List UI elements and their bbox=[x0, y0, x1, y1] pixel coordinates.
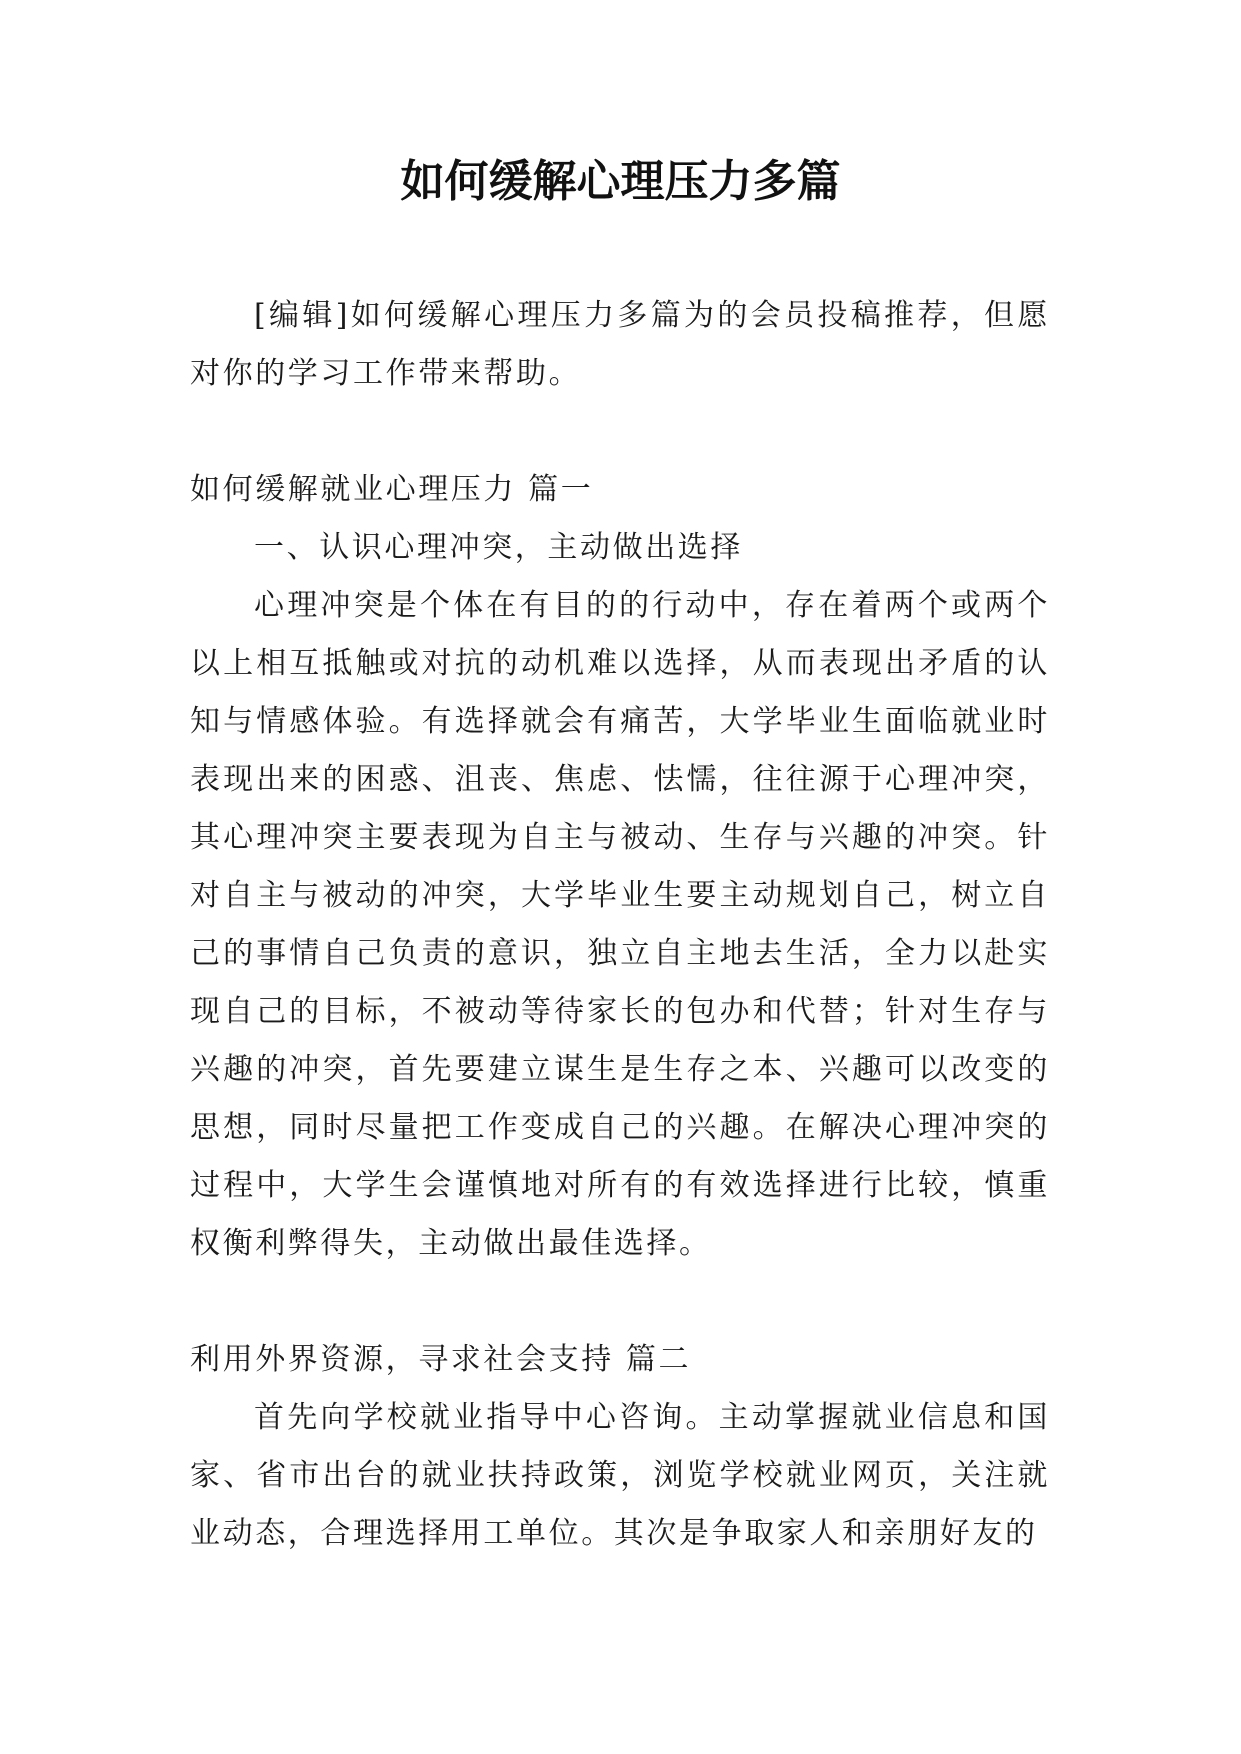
intro-paragraph: [编辑]如何缓解心理压力多篇为的会员投稿推荐，但愿对你的学习工作带来帮助。 bbox=[190, 298, 1050, 391]
section-2-heading: 利用外界资源，寻求社会支持 篇二 bbox=[190, 1342, 692, 1377]
section-2-body: 首先向学校就业指导中心咨询。主动掌握就业信息和国家、省市出台的就业扶持政策，浏览学校就业网页，关注就业动态，合理选择用工单位。其次是争取家人和亲朋好友的 bbox=[190, 1400, 1050, 1551]
section-1-subheading: 一、认识心理冲突，主动做出选择 bbox=[254, 530, 743, 565]
document-title: 如何缓解心理压力多篇 bbox=[400, 156, 841, 207]
section-1-heading: 如何缓解就业心理压力 篇一 bbox=[190, 472, 594, 507]
document-body bbox=[190, 287, 1050, 1563]
section-1-body: 心理冲突是个体在有目的的行动中，存在着两个或两个以上相互抵触或对抗的动机难以选择，从而表现出矛盾的认知与情感体验。有选择就会有痛苦，大学毕业生面临就业时表现出来的困惑、沮丧、焦虑、怯懦，往往源于心理冲突，其心理冲突主要表现为自主与被动、生存与兴趣的冲突。针对自主与被动的冲突，大学毕业生要主动规划自己，树立自己的事情自己负责的意识，独立自主地去生活，全力以赴实现自己的目标，不被动等待家长的包办和代替；针对生存与兴趣的冲突，首先要建立谋生是生存之本、兴趣可以改变的思想，同时尽量把工作变成自己的兴趣。在解决心理冲突的过程中，大学生会谨慎地对所有的有效选择进行比较，慎重权衡利弊得失，主动做出最佳选择。 bbox=[190, 588, 1050, 1261]
